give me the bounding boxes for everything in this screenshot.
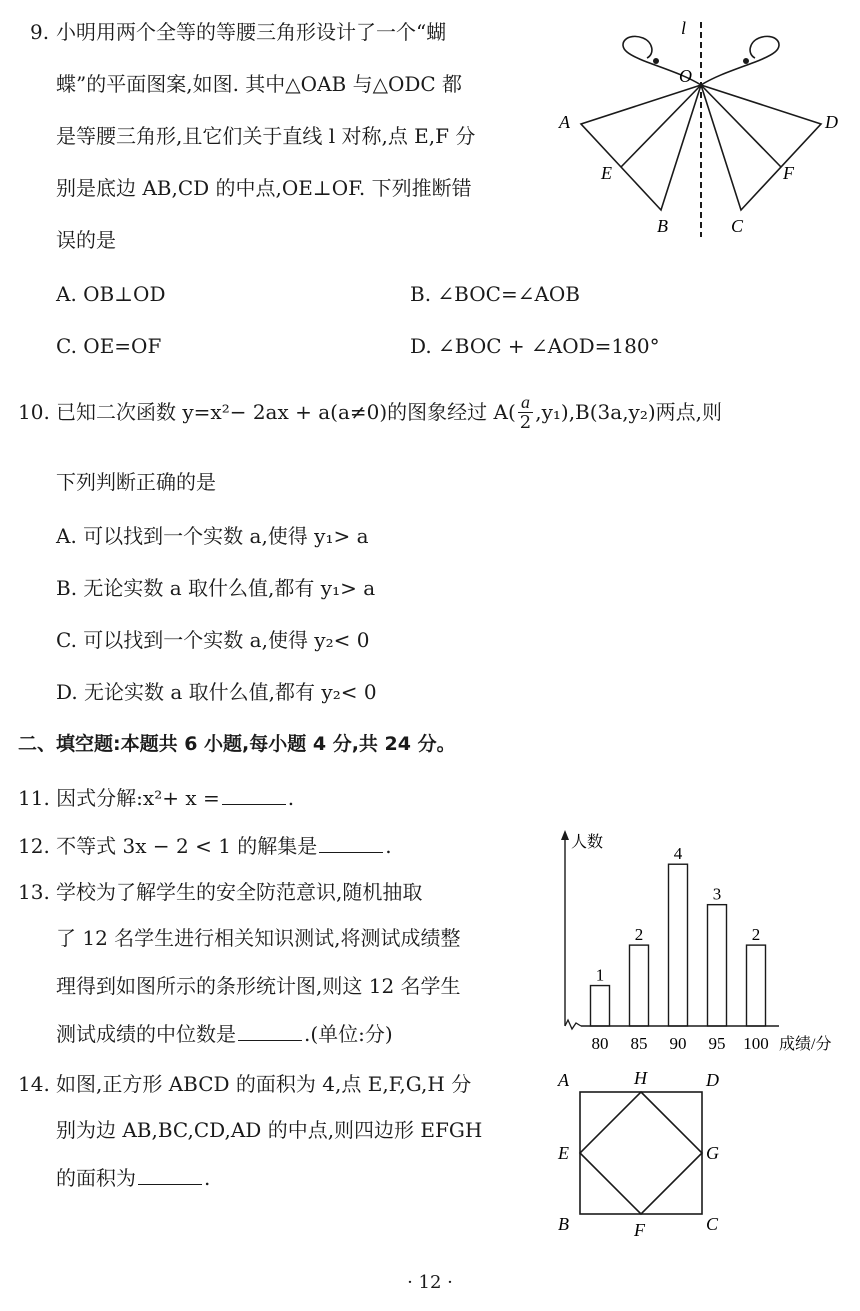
- q10-option-c: C. 可以找到一个实数 a,使得 y₂< 0: [56, 628, 370, 652]
- q10-fraction-numerator: a: [518, 392, 533, 413]
- label-d: D: [706, 1070, 719, 1090]
- x-tick-label-95: 95: [708, 1034, 726, 1053]
- q12-text-end: .: [385, 834, 392, 858]
- label-a: A: [559, 112, 570, 132]
- score-bar-chart: [555, 826, 850, 1058]
- label-a: A: [558, 1070, 569, 1090]
- q9-stem-line5: 误的是: [56, 228, 116, 252]
- label-f: F: [634, 1220, 645, 1240]
- bar-data-label-80: 1: [595, 965, 605, 985]
- label-d: D: [825, 112, 838, 132]
- q13-line3: 理得到如图所示的条形统计图,则这 12 名学生: [56, 974, 461, 998]
- q9-number: 9.: [30, 20, 50, 44]
- q11-answer-blank[interactable]: [222, 786, 286, 805]
- bar-100: [747, 945, 766, 1026]
- q10-stem-line1: [56, 388, 722, 436]
- x-tick-label-100: 100: [743, 1034, 769, 1053]
- q12-answer-blank[interactable]: [319, 834, 383, 853]
- q13-line4-text: 测试成绩的中位数是: [56, 1022, 236, 1046]
- q10-stem-post: ,y₁),B(3a,y₂)两点,则: [535, 400, 723, 424]
- label-b: B: [558, 1214, 569, 1234]
- q13-line4: [56, 1022, 393, 1046]
- x-tick-label-90: 90: [669, 1034, 687, 1053]
- q14-number: 14.: [18, 1072, 50, 1096]
- right-antenna: [701, 36, 779, 85]
- x-tick-label-80: 80: [591, 1034, 609, 1053]
- bar-85: [630, 945, 649, 1026]
- quadrilateral-efgh: [580, 1092, 702, 1214]
- q12: [18, 834, 392, 858]
- page-number: · 12 ·: [407, 1272, 453, 1293]
- q14-line2: 别为边 AB,BC,CD,AD 的中点,则四边形 EFGH: [56, 1118, 483, 1142]
- x-axis-title: 成绩/分: [779, 1036, 832, 1053]
- q11-number: 11.: [18, 786, 50, 810]
- q9-option-a: A. OB⊥OD: [56, 282, 166, 306]
- x-axis-break-zigzag: [565, 1020, 581, 1029]
- q9-option-d: D. ∠BOC + ∠AOD=180°: [410, 334, 660, 358]
- q10-stem-pre: 已知二次函数 y=x²− 2ax + a(a≠0)的图象经过 A(: [56, 400, 516, 424]
- q12-text: 不等式 3x − 2 < 1 的解集是: [56, 834, 318, 858]
- x-tick-label-85: 85: [630, 1034, 648, 1053]
- q9-option-b: B. ∠BOC=∠AOB: [410, 282, 580, 306]
- label-l: l: [681, 18, 687, 38]
- bar-95: [708, 905, 727, 1026]
- left-antenna-dot: [653, 58, 659, 64]
- q14-answer-blank[interactable]: [138, 1166, 202, 1185]
- label-c: C: [731, 216, 744, 236]
- bar-80: [591, 986, 610, 1026]
- q9-option-c: C. OE=OF: [56, 334, 162, 358]
- x-tick-label-group: [592, 1034, 769, 1053]
- q11-text-end: .: [287, 786, 295, 810]
- q12-number: 12.: [18, 834, 50, 858]
- bar-data-label-95: 3: [712, 884, 722, 904]
- y-axis-title: 人数: [571, 834, 604, 851]
- q10-option-a: A. 可以找到一个实数 a,使得 y₁> a: [56, 524, 369, 548]
- q14-line1: 如图,正方形 ABCD 的面积为 4,点 E,F,G,H 分: [56, 1072, 472, 1096]
- q11-text: 因式分解:x²+ x =: [56, 786, 220, 810]
- q10-option-b: B. 无论实数 a 取什么值,都有 y₁> a: [56, 576, 376, 600]
- bar-data-label-90: 4: [673, 844, 683, 864]
- q9-stem-line4: 别是底边 AB,CD 的中点,OE⊥OF. 下列推断错: [56, 176, 472, 200]
- q10-option-d: D. 无论实数 a 取什么值,都有 y₂< 0: [56, 680, 377, 704]
- label-e: E: [558, 1143, 569, 1163]
- label-o: O: [679, 66, 692, 86]
- bar-data-label-100: 2: [751, 925, 761, 945]
- q13-line4-end: .(单位:分): [304, 1022, 393, 1046]
- label-g: G: [706, 1143, 719, 1163]
- q13-line2: 了 12 名学生进行相关知识测试,将测试成绩整: [56, 926, 461, 950]
- label-f: F: [783, 163, 794, 183]
- butterfly-figure: [555, 12, 850, 242]
- label-c: C: [706, 1214, 719, 1234]
- q13-answer-blank[interactable]: [238, 1022, 302, 1041]
- square-figure: [552, 1064, 732, 1244]
- q14-line3: [56, 1166, 210, 1190]
- q11: [18, 786, 294, 810]
- section-2-heading: 二、填空题:本题共 6 小题,每小题 4 分,共 24 分。: [18, 733, 456, 755]
- y-axis-arrow: [561, 830, 569, 840]
- q10-fraction: [518, 392, 533, 433]
- q10-stem-line2: 下列判断正确的是: [56, 470, 216, 494]
- q13-line1: 学校为了解学生的安全防范意识,随机抽取: [56, 880, 423, 904]
- q10-fraction-denominator: 2: [519, 411, 532, 433]
- bar-group: [591, 864, 766, 1026]
- square-abcd: [580, 1092, 702, 1214]
- label-h: H: [634, 1068, 647, 1088]
- q9-stem-line2: 蝶”的平面图案,如图. 其中△OAB 与△ODC 都: [56, 72, 463, 96]
- right-antenna-dot: [743, 58, 749, 64]
- bar-data-label-85: 2: [634, 925, 644, 945]
- q14-line3-end: .: [204, 1166, 211, 1190]
- q13-number: 13.: [18, 880, 50, 904]
- q14-line3-text: 的面积为: [56, 1166, 136, 1190]
- label-e: E: [601, 163, 612, 183]
- q10-number: 10.: [18, 400, 50, 424]
- label-b: B: [657, 216, 668, 236]
- bar-90: [669, 864, 688, 1026]
- q9-stem-line1: 小明用两个全等的等腰三角形设计了一个“蝴: [56, 20, 447, 44]
- q9-stem-line3: 是等腰三角形,且它们关于直线 l 对称,点 E,F 分: [56, 124, 476, 148]
